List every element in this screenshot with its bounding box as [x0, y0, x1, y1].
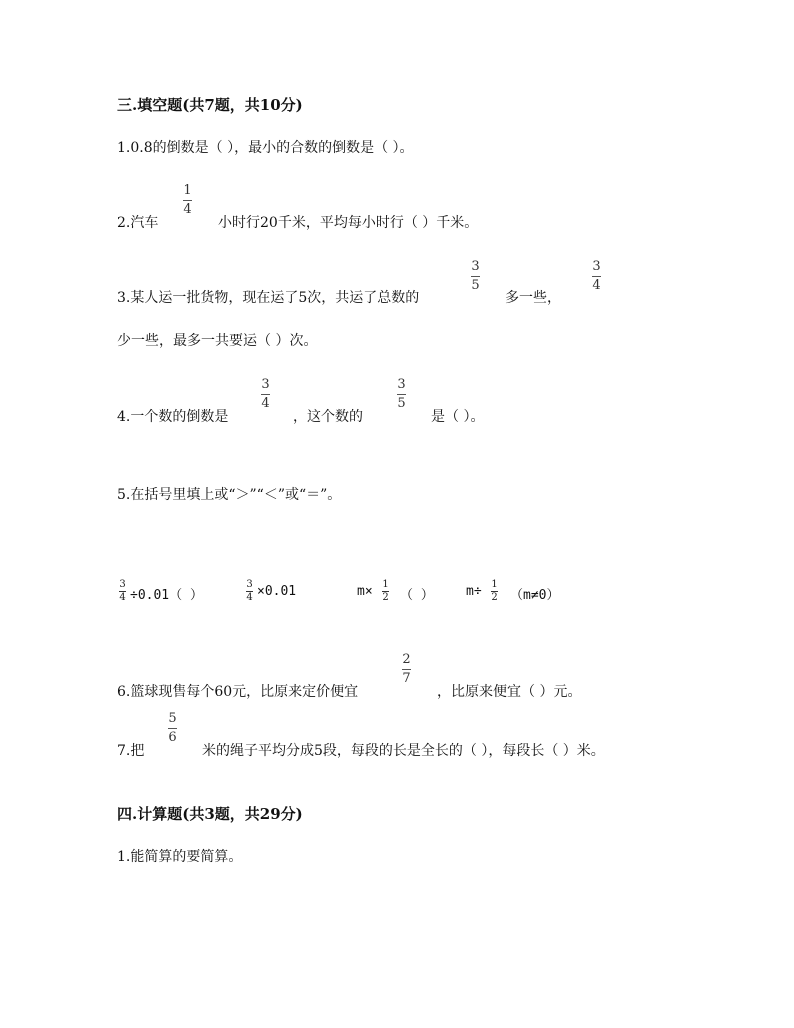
fraction-denominator: 6	[168, 730, 177, 745]
fraction-denominator: 5	[397, 396, 406, 411]
question-5: 5.在括号里填上或“＞”“＜”或“＝”。	[117, 487, 342, 503]
fraction-bar	[402, 669, 411, 670]
expr-4-fraction	[491, 580, 498, 603]
expr-3-blank: （ ）	[400, 588, 434, 603]
fraction-numerator: 1	[382, 579, 389, 590]
fraction-bar	[397, 394, 406, 395]
question-2-fraction	[183, 184, 192, 217]
fraction-bar	[471, 276, 480, 277]
fraction-bar	[592, 276, 601, 277]
fraction-denominator: 4	[183, 202, 192, 217]
question-3-middle: 多一些，	[505, 290, 561, 306]
fraction-denominator: 7	[402, 671, 411, 686]
fraction-denominator: 4	[119, 592, 126, 603]
expr-4-text: m÷	[466, 584, 482, 599]
expr-1-fraction	[119, 580, 126, 603]
expr-2-text: ×0.01	[257, 584, 297, 599]
question-3-line-2: 少一些，最多一共要运（ ）次。	[117, 333, 318, 349]
fraction-bar	[183, 200, 192, 201]
fraction-numerator: 2	[402, 652, 411, 667]
fraction-denominator: 4	[592, 278, 601, 293]
fraction-denominator: 5	[471, 278, 480, 293]
question-2-before: 2.汽车	[117, 215, 159, 231]
question-6-after: ，比原来便宜（ ）元。	[437, 684, 582, 700]
fraction-numerator: 3	[261, 377, 270, 392]
question-1: 1.0.8的倒数是（ ），最小的合数的倒数是（ ）。	[117, 140, 414, 156]
expr-3-text: m×	[357, 584, 373, 599]
fraction-numerator: 1	[491, 579, 498, 590]
question-3-fraction-2	[592, 260, 601, 293]
fraction-numerator: 3	[592, 259, 601, 274]
question-7-before: 7.把	[117, 743, 145, 759]
fraction-denominator: 4	[261, 396, 270, 411]
question-3-before: 3.某人运一批货物，现在运了5次，共运了总数的	[117, 290, 420, 306]
fraction-numerator: 5	[168, 711, 177, 726]
fraction-numerator: 1	[183, 183, 192, 198]
question-3-fraction-1	[471, 260, 480, 293]
question-6-before: 6.篮球现售每个60元，比原来定价便宜	[117, 684, 359, 700]
question-7-after: 米的绳子平均分成5段，每段的长是全长的（ ），每段长（ ）米。	[202, 743, 605, 759]
question-4-middle: ，这个数的	[293, 409, 363, 425]
section-4-question-1: 1.能简算的要简算。	[117, 849, 243, 865]
question-2-after: 小时行20千米，平均每小时行（ ）千米。	[218, 215, 479, 231]
section-3-heading: 三.填空题(共7题，共10分)	[117, 96, 303, 114]
fraction-denominator: 2	[491, 592, 498, 603]
question-4-before: 4.一个数的倒数是	[117, 409, 229, 425]
expr-4-condition: （m≠0）	[510, 588, 560, 603]
expr-2-fraction	[246, 580, 253, 603]
section-4-heading: 四.计算题(共3题，共29分)	[117, 805, 303, 823]
fraction-denominator: 4	[246, 592, 253, 603]
fraction-numerator: 3	[246, 579, 253, 590]
fraction-numerator: 3	[471, 259, 480, 274]
fraction-numerator: 3	[397, 377, 406, 392]
expr-3-fraction	[382, 580, 389, 603]
fraction-bar	[261, 394, 270, 395]
fraction-bar	[168, 728, 177, 729]
question-7-fraction	[168, 712, 177, 745]
fraction-numerator: 3	[119, 579, 126, 590]
question-6-fraction	[402, 653, 411, 686]
question-4-fraction-2	[397, 378, 406, 411]
question-4-after: 是（ ）。	[431, 409, 485, 425]
expr-1-text: ÷0.01（ ）	[130, 588, 203, 603]
fraction-denominator: 2	[382, 592, 389, 603]
question-4-fraction-1	[261, 378, 270, 411]
